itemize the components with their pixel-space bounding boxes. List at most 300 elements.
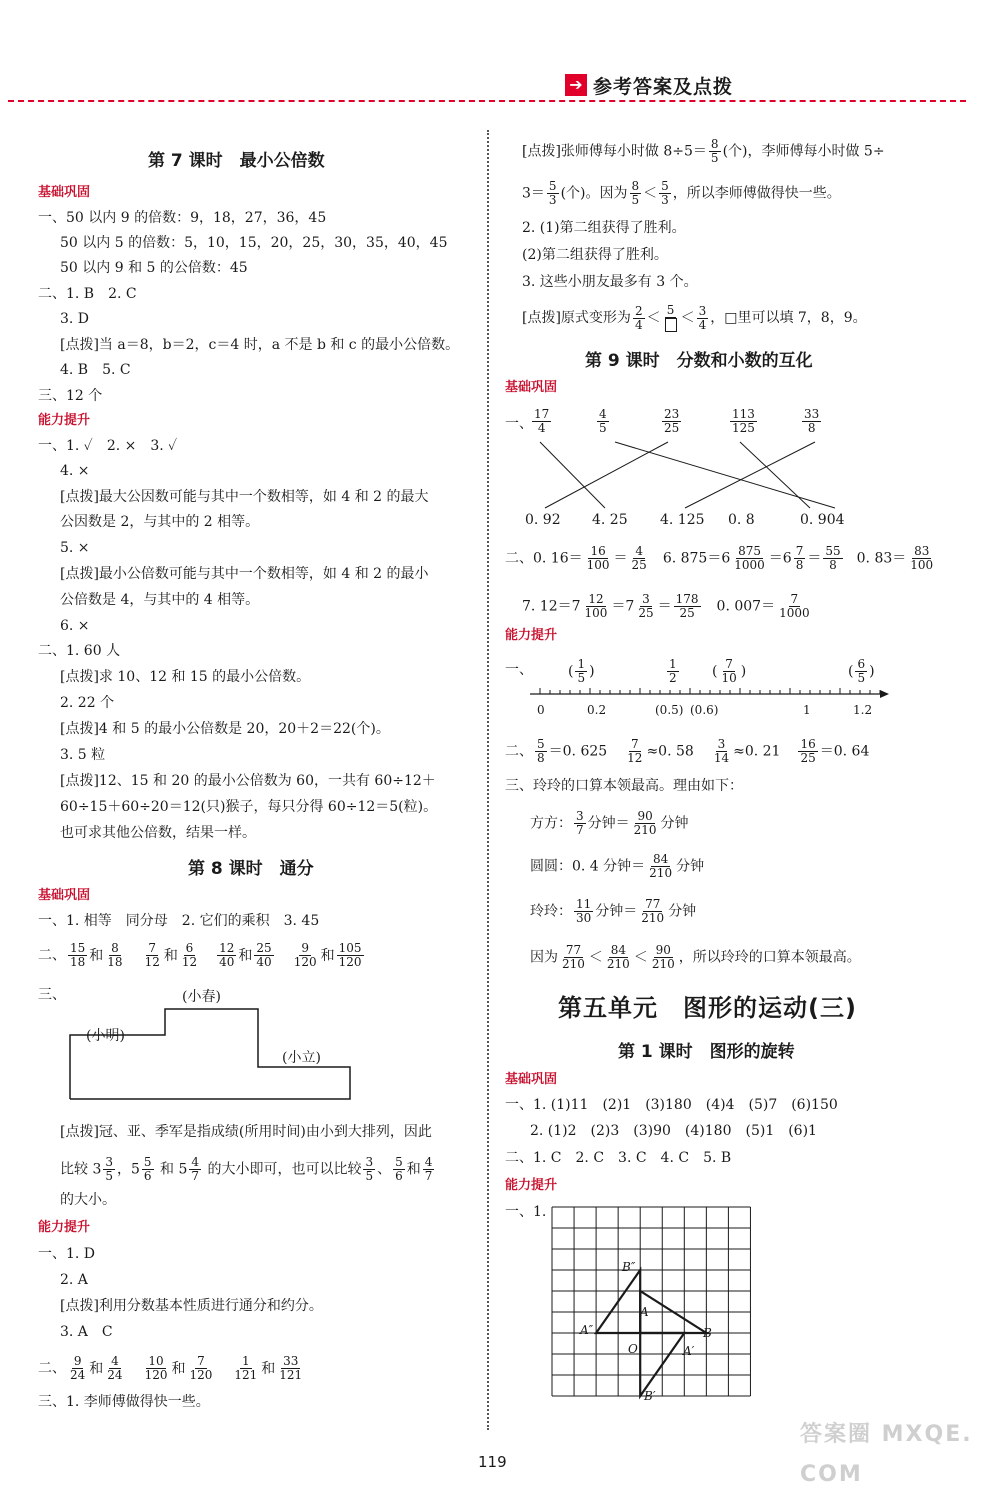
text-segment: 和 5 xyxy=(155,1161,188,1178)
match-decimal: 4. 125 xyxy=(660,512,705,528)
fraction xyxy=(697,305,709,332)
fraction xyxy=(143,1355,170,1382)
denominator: 120 xyxy=(144,1368,168,1382)
fraction xyxy=(105,942,124,969)
denominator: 12 xyxy=(627,751,643,765)
numerator: 16 xyxy=(800,737,816,751)
numerator: 875 xyxy=(738,544,761,558)
numerator: 178 xyxy=(675,592,699,606)
fraction xyxy=(277,1355,304,1382)
text-segment: 7. 12＝7 xyxy=(522,598,581,615)
text-segment: 分钟＝ xyxy=(587,815,630,832)
fraction xyxy=(142,1156,154,1183)
numerator: 77 xyxy=(565,943,582,957)
numerator: 4 xyxy=(191,1155,200,1169)
denominator: 121 xyxy=(234,1368,258,1382)
fraction xyxy=(712,738,731,765)
text-segment: 玲玲： xyxy=(530,903,572,920)
denominator: 6 xyxy=(395,1169,403,1183)
numerator: 77 xyxy=(645,897,661,911)
answer-line: 一、1. 相等 同分母 2. 它们的乘积 3. 45 xyxy=(38,913,320,929)
numerator: 12 xyxy=(219,941,235,955)
text-segment: 和 xyxy=(238,947,253,964)
text-segment: ) xyxy=(740,663,747,680)
numerator: 3 xyxy=(576,809,584,823)
denominator: 25 xyxy=(800,751,816,765)
denominator: 3 xyxy=(548,193,557,207)
text-segment: ( xyxy=(848,663,854,680)
header-dashed-rule xyxy=(8,100,966,102)
number-line-value: 0 xyxy=(537,703,545,717)
denominator: 18 xyxy=(70,955,86,969)
denominator xyxy=(663,318,679,332)
answer-line: 3. D xyxy=(60,311,90,327)
numerator: 90 xyxy=(655,943,671,957)
column-divider xyxy=(487,130,489,1430)
text-segment: 方方： xyxy=(530,815,572,832)
text-segment: ，5 xyxy=(117,1161,140,1178)
numerator: 105 xyxy=(338,941,362,955)
denominator: 8 xyxy=(829,558,837,572)
number-line-value: (0.6) xyxy=(690,703,719,717)
text-segment: ) xyxy=(869,663,875,680)
answer-line: 三、玲玲的口算本领最高。理由如下： xyxy=(505,778,743,794)
text-segment: 和 xyxy=(261,1360,276,1377)
item-prefix: 二、 xyxy=(38,947,66,964)
denominator: 4 xyxy=(537,421,546,435)
fraction xyxy=(633,305,645,332)
text-segment: 和 xyxy=(320,947,335,964)
header-title: 参考答案及点拨 xyxy=(593,76,734,98)
text-segment: ＝ xyxy=(613,550,628,567)
numerator: 3 xyxy=(698,303,707,318)
fraction-row xyxy=(38,942,380,969)
match-fraction xyxy=(660,408,683,435)
hint-line: [点拨]12、15 和 20 的最小公倍数为 60，一共有 60÷12＋ xyxy=(60,773,436,789)
fraction xyxy=(217,942,236,969)
text-segment: [点拨]张师傅每小时做 8÷5＝ xyxy=(522,143,707,160)
text-segment: ，□里可以填 7，8，9。 xyxy=(710,310,867,326)
section-basic: 基础巩固 xyxy=(38,888,91,903)
fraction xyxy=(583,593,610,620)
numerator: 12 xyxy=(588,592,604,606)
number-line-value: (0.5) xyxy=(655,703,684,717)
hint-line: [点拨]求 10、12 和 15 的最小公倍数。 xyxy=(60,669,311,685)
numerator: 11 xyxy=(576,897,592,911)
lesson9-title: 第 9 课时 分数和小数的互化 xyxy=(585,351,813,371)
numerator: 5 xyxy=(666,303,675,317)
rotation-grid xyxy=(550,1205,780,1410)
label-xiaochun: (小春) xyxy=(182,989,221,1005)
hint-line: [点拨]最小公倍数可能与其中一个数相等，如 4 和 2 的最小 xyxy=(60,566,429,582)
fraction xyxy=(730,408,757,435)
text-segment: ＝ xyxy=(807,550,822,567)
numerator: 4 xyxy=(111,1354,119,1368)
watermark-text: 答案圈 MXQE.COM xyxy=(800,1422,973,1487)
numerator: 8 xyxy=(631,179,640,193)
denominator: 100 xyxy=(586,558,610,572)
answer-line: 4. B 5. C xyxy=(60,362,131,378)
numerator: 7 xyxy=(790,592,799,606)
hint-fraction-line xyxy=(522,304,867,332)
fraction xyxy=(337,942,364,969)
fraction xyxy=(798,738,817,765)
text-segment: ＝0. 64 xyxy=(819,743,870,760)
numerator: 6 xyxy=(185,941,194,955)
denominator: 1000 xyxy=(779,606,810,620)
answer-line: 50 以内 5 的倍数：5，10，15，20，25，30，35，40，45 xyxy=(60,235,448,251)
denominator: 4 xyxy=(634,317,643,332)
denominator: 210 xyxy=(649,866,673,880)
denominator: 5 xyxy=(710,151,719,165)
denominator: 8 xyxy=(795,558,804,572)
match-fraction xyxy=(800,408,823,435)
hint-line: 也可求其他公倍数，结果一样。 xyxy=(60,825,256,841)
fraction xyxy=(68,942,87,969)
denominator: 5 xyxy=(857,671,866,685)
fraction xyxy=(802,408,821,435)
number-line-fraction xyxy=(712,658,746,685)
denominator: 5 xyxy=(365,1169,374,1183)
text-segment: ≈0. 58 xyxy=(646,743,694,760)
denominator: 40 xyxy=(256,955,272,969)
denominator: 210 xyxy=(606,957,630,971)
fraction xyxy=(574,810,586,837)
numerator: 23 xyxy=(664,407,680,421)
hint-line: 公因数是 2，与其中的 2 相等。 xyxy=(60,514,260,530)
fraction xyxy=(232,1355,259,1382)
answer-line: 三、1. 李师傅做得快一些。 xyxy=(38,1394,210,1410)
fraction xyxy=(777,593,812,620)
denominator: 3 xyxy=(661,193,669,207)
fraction-to-decimal-row xyxy=(505,738,885,765)
item-prefix: 二、 xyxy=(38,1360,66,1377)
text-segment: 的大小即可，也可以比较 xyxy=(203,1161,362,1178)
numerator: 5 xyxy=(548,179,557,193)
denominator: 6 xyxy=(143,1169,152,1183)
denominator: 5 xyxy=(577,671,586,685)
answer-line: 2. (1)2 (2)3 (3)90 (4)180 (5)1 (6)1 xyxy=(530,1123,817,1139)
fraction xyxy=(719,658,738,685)
fraction xyxy=(180,942,199,969)
text-segment: ＝6 xyxy=(768,550,792,567)
denominator: 30 xyxy=(576,911,592,925)
denominator: 40 xyxy=(219,955,235,969)
fraction xyxy=(585,545,612,572)
match-fraction xyxy=(595,408,611,435)
numerator: 113 xyxy=(732,407,755,421)
fraction xyxy=(639,898,666,925)
fraction xyxy=(647,853,674,880)
numerator: 9 xyxy=(301,941,309,955)
denominator: 125 xyxy=(732,421,755,435)
number-line-fraction xyxy=(665,658,681,685)
point-label-b: B xyxy=(703,1326,712,1340)
fraction xyxy=(103,1156,115,1183)
hint-fraction-line xyxy=(60,1156,436,1183)
denominator: 25 xyxy=(664,421,680,435)
numerator: 84 xyxy=(610,943,626,957)
text-segment: ＝ xyxy=(657,598,672,615)
numerator: 3 xyxy=(365,1155,374,1169)
numerator: 4 xyxy=(635,544,643,558)
denominator: 210 xyxy=(651,957,675,971)
numerator: 17 xyxy=(534,407,550,421)
fraction xyxy=(68,1355,87,1382)
fraction xyxy=(625,738,644,765)
numerator: 7 xyxy=(197,1354,205,1368)
numerator: 33 xyxy=(283,1354,299,1368)
label-xiaoming: (小明) xyxy=(86,1028,125,1044)
answer-line: 3. 5 粒 xyxy=(60,747,106,763)
fraction xyxy=(636,593,655,620)
fraction xyxy=(908,545,935,572)
denominator: 121 xyxy=(279,1368,303,1382)
answer-line: 50 以内 9 和 5 的公倍数：45 xyxy=(60,260,248,276)
denominator: 25 xyxy=(638,606,654,620)
numerator: 84 xyxy=(652,852,669,866)
fraction xyxy=(292,942,319,969)
numerator: 90 xyxy=(637,809,653,823)
label-xiaoli: (小立) xyxy=(282,1050,321,1066)
denominator: 14 xyxy=(713,751,730,765)
fraction xyxy=(605,944,632,971)
denominator: 210 xyxy=(562,957,585,971)
number-line-fraction xyxy=(848,658,875,685)
denominator: 4 xyxy=(698,317,707,332)
answer-line: 三、 xyxy=(38,987,66,1003)
numerator: 1 xyxy=(669,657,677,671)
calc-line xyxy=(530,810,689,837)
section-basic: 基础巩固 xyxy=(38,185,91,200)
denominator: 2 xyxy=(669,671,677,685)
point-label-o: O xyxy=(628,1342,638,1356)
hint-line: [点拨]当 a＝8，b＝2，c＝4 时，a 不是 b 和 c 的最小公倍数。 xyxy=(60,337,460,353)
numerator: 16 xyxy=(590,544,606,558)
denominator: 5 xyxy=(599,421,607,435)
unit5-lesson1-title: 第 1 课时 图形的旋转 xyxy=(618,1042,795,1062)
point-label-app: A″ xyxy=(580,1323,594,1337)
answer-line: 一、1. (1)11 (2)1 (3)180 (4)4 (5)7 (6)150 xyxy=(505,1097,838,1113)
text-segment: ( xyxy=(568,663,574,680)
fraction xyxy=(423,1156,435,1183)
answer-line: 3. A C xyxy=(60,1324,113,1340)
point-label-a: A xyxy=(640,1305,649,1319)
fraction xyxy=(187,1355,214,1382)
conversion-row xyxy=(505,545,937,572)
numerator: 4 xyxy=(424,1155,433,1169)
watermark xyxy=(800,1415,1000,1503)
denominator: 120 xyxy=(293,955,317,969)
text-segment: 因为 xyxy=(530,949,558,966)
hint-fraction-line xyxy=(522,180,841,207)
denominator: 120 xyxy=(189,1368,213,1382)
calc-line xyxy=(530,853,704,880)
text-segment: ) xyxy=(589,663,595,680)
unit5-title: 第五单元 图形的运动(三) xyxy=(558,994,857,1022)
hint-line: [点拨]冠、亚、季军是指成绩(所用时间)由小到大排列，因此 xyxy=(60,1124,432,1140)
answer-line: 二、1. 60 人 xyxy=(38,643,121,659)
answer-line: 三、12 个 xyxy=(38,388,103,404)
denominator: 24 xyxy=(107,1368,123,1382)
fraction xyxy=(535,738,547,765)
answer-line: 4. × xyxy=(60,463,90,479)
point-label-ap: A′ xyxy=(683,1344,695,1358)
calc-line xyxy=(530,898,696,925)
hint-line: 60÷15＋60÷20＝12(只)猴子，每只分得 60÷12＝5(粒)。 xyxy=(60,799,438,815)
item-prefix: 一、1. xyxy=(505,1204,547,1220)
match-fraction xyxy=(530,408,553,435)
answer-line: 二、1. B 2. C xyxy=(38,286,137,302)
answer-line: 一、1. ✓ 2. × 3. ✓ xyxy=(38,438,178,454)
fraction xyxy=(794,545,806,572)
text-segment: 分钟 xyxy=(668,903,697,920)
numerator: 7 xyxy=(148,941,157,955)
fraction xyxy=(650,944,677,971)
numerator: 7 xyxy=(795,544,804,558)
fraction-list xyxy=(66,941,380,969)
item-prefix: 一、 xyxy=(505,416,533,432)
denominator: 10 xyxy=(721,671,737,685)
numerator: 5 xyxy=(143,1155,152,1169)
text-segment: ＜ xyxy=(588,949,603,966)
text-segment: 和 xyxy=(163,947,178,964)
hint-fraction-line xyxy=(522,138,885,165)
fraction xyxy=(855,658,867,685)
hint-line: [点拨]利用分数基本性质进行通分和约分。 xyxy=(60,1298,323,1314)
hint-line: [点拨]4 和 5 的最小公倍数是 20，20＋2＝22(个)。 xyxy=(60,721,390,737)
text-segment: 3＝ xyxy=(522,185,545,202)
fraction xyxy=(575,658,587,685)
match-decimal: 4. 25 xyxy=(592,512,628,528)
answer-line: 2. A xyxy=(60,1272,88,1288)
item-prefix: 一、 xyxy=(505,662,533,678)
fraction xyxy=(709,138,721,165)
answer-line: 2. 22 个 xyxy=(60,695,115,711)
numerator: 3 xyxy=(642,592,650,606)
numerator: 25 xyxy=(256,941,272,955)
fraction xyxy=(532,408,551,435)
number-line-value: 1.2 xyxy=(853,703,873,717)
text-segment: 分钟 xyxy=(676,858,705,875)
numerator: 5 xyxy=(395,1155,403,1169)
fraction xyxy=(143,942,162,969)
numerator: 6 xyxy=(857,657,866,671)
text-segment: 0. 83＝ xyxy=(856,550,907,567)
answer-line: 5. × xyxy=(60,540,90,556)
text-segment: 、 xyxy=(377,1161,392,1178)
section-advanced: 能力提升 xyxy=(38,1220,91,1235)
text-segment: 分钟 xyxy=(660,815,689,832)
denominator: 210 xyxy=(641,911,665,925)
numerator: 5 xyxy=(537,737,545,751)
answer-line: (2)第二组获得了胜利。 xyxy=(522,247,668,263)
fraction xyxy=(597,408,609,435)
numerator: 3 xyxy=(717,737,726,751)
text-segment: 和 xyxy=(89,1360,104,1377)
denominator: 120 xyxy=(338,955,362,969)
text-segment: 分钟＝ xyxy=(595,903,638,920)
blank-box xyxy=(665,318,677,332)
fraction xyxy=(574,898,593,925)
fraction xyxy=(662,408,681,435)
numerator: 3 xyxy=(105,1155,113,1169)
fraction xyxy=(663,304,679,332)
fraction xyxy=(547,180,559,207)
text-segment: ，所以李师傅做得快一些。 xyxy=(672,185,841,202)
numerator: 8 xyxy=(710,137,719,151)
numerator: 5 xyxy=(661,179,669,193)
denominator: 100 xyxy=(910,558,934,572)
section-advanced: 能力提升 xyxy=(38,413,91,428)
text-segment: 二、0. 16＝ xyxy=(505,550,583,567)
answer-line: 一、50 以内 9 的倍数：9，18，27，36，45 xyxy=(38,210,327,226)
numerator: 33 xyxy=(804,407,820,421)
denominator: 8 xyxy=(537,751,545,765)
text-segment: 6. 875＝6 xyxy=(662,550,731,567)
answer-line: 二、1. C 2. C 3. C 4. C 5. B xyxy=(505,1150,732,1166)
section-basic: 基础巩固 xyxy=(505,1072,558,1087)
numerator: 9 xyxy=(73,1354,82,1368)
fraction xyxy=(393,1156,405,1183)
fraction xyxy=(674,593,701,620)
denominator: 18 xyxy=(107,955,123,969)
text-segment: 二、 xyxy=(505,743,533,760)
page-number: 119 xyxy=(478,1453,507,1471)
match-decimal: 0. 92 xyxy=(525,512,561,528)
numerator: 10 xyxy=(148,1354,164,1368)
text-segment: ＜ xyxy=(646,310,661,326)
numerator: 7 xyxy=(630,737,639,751)
conversion-row xyxy=(522,593,814,620)
numerator: 83 xyxy=(914,544,930,558)
answer-line: 2. (1)第二组获得了胜利。 xyxy=(522,220,686,236)
section-advanced: 能力提升 xyxy=(505,1178,558,1193)
number-line-fraction xyxy=(568,658,595,685)
lesson8-title: 第 8 课时 通分 xyxy=(188,859,314,879)
number-line-value: 0.2 xyxy=(587,703,607,717)
number-line-value: 1 xyxy=(803,703,811,717)
text-segment: 和 xyxy=(171,1360,186,1377)
denominator: 25 xyxy=(679,606,695,620)
text-segment: ≈0. 21 xyxy=(733,743,781,760)
text-segment: ＝0. 625 xyxy=(548,743,608,760)
match-decimal: 0. 8 xyxy=(728,512,755,528)
numerator: 1 xyxy=(242,1354,250,1368)
lesson7-title: 第 7 课时 最小公倍数 xyxy=(148,151,325,171)
denominator: 24 xyxy=(70,1368,86,1382)
fraction xyxy=(254,942,273,969)
fraction-row xyxy=(38,1355,320,1382)
denominator: 7 xyxy=(424,1169,433,1183)
text-segment: (个)，李师傅每小时做 5÷ xyxy=(722,143,885,160)
hint-line: [点拨]最大公因数可能与其中一个数相等，如 4 和 2 的最大 xyxy=(60,489,429,505)
text-segment: ＝7 xyxy=(611,598,635,615)
header-bar xyxy=(565,72,785,98)
hint-line: 公倍数是 4，与其中的 4 相等。 xyxy=(60,592,260,608)
numerator: 55 xyxy=(825,544,841,558)
denominator: 5 xyxy=(105,1169,113,1183)
fraction xyxy=(632,810,659,837)
fraction xyxy=(560,944,587,971)
point-label-bp: B′ xyxy=(644,1389,656,1403)
text-segment: ＜ xyxy=(643,185,658,202)
text-segment: ( xyxy=(712,663,718,680)
text-segment: 比较 3 xyxy=(60,1161,102,1178)
answer-line: 6. × xyxy=(60,618,90,634)
numerator: 4 xyxy=(599,407,607,421)
fraction xyxy=(630,545,649,572)
